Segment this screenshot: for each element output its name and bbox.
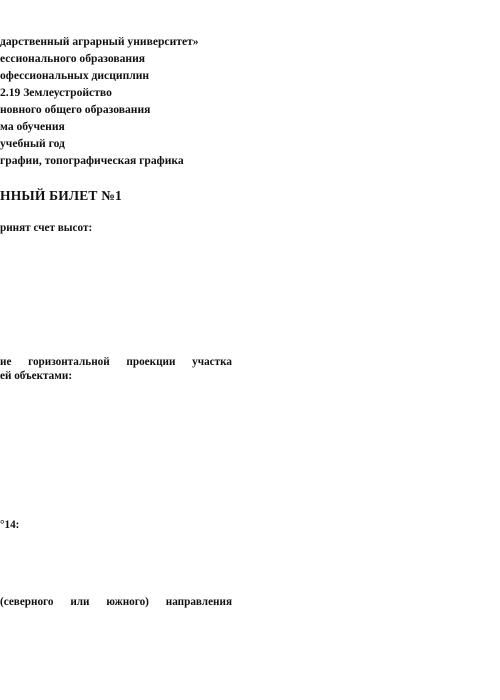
header-education: ессионального образования (0, 52, 146, 65)
question-projection-line1: ие горизонтальной проекции участка (0, 356, 232, 368)
header-form: ма обучения (0, 120, 65, 133)
ticket-title: ННЫЙ БИЛЕТ №1 (0, 188, 122, 203)
header-year: учебный год (0, 137, 65, 150)
question-projection-line2: ей объектами: (0, 370, 73, 382)
header-basis: новного общего образования (0, 103, 151, 116)
header-specialty: 2.19 Землеустройство (0, 86, 112, 99)
question-direction: (северного или южного) направления (0, 596, 232, 608)
question-heights: ринят счет высот: (0, 222, 93, 234)
header-discipline: офессиональных дисциплин (0, 69, 150, 82)
header-subject: графии, топографическая графика (0, 154, 184, 167)
header-university: дарственный аграрный университет» (0, 35, 199, 48)
question-14: °14: (0, 519, 20, 531)
